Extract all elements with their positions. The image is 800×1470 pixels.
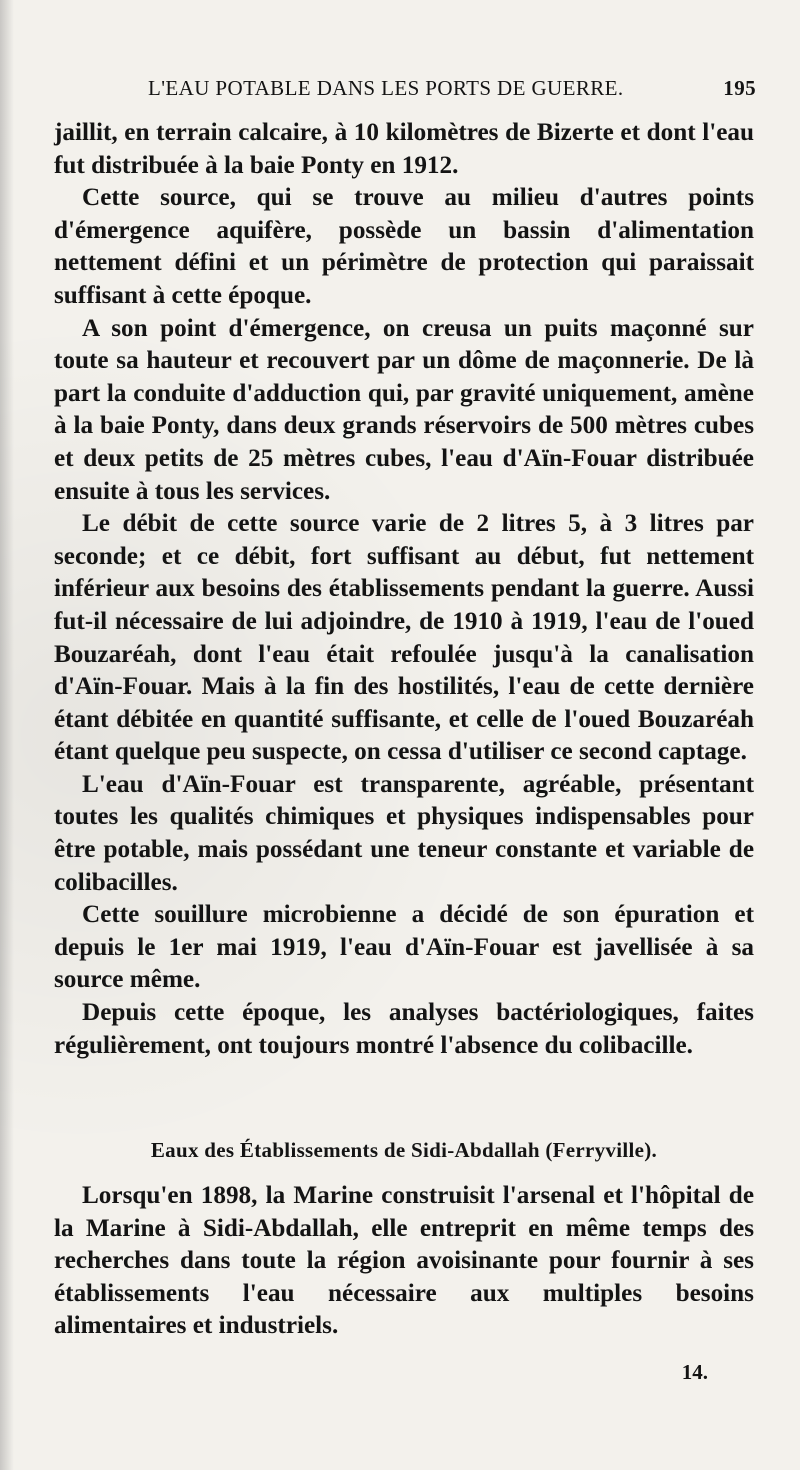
running-title: L'EAU POTABLE DANS LES PORTS DE GUERRE. — [148, 76, 624, 100]
section-heading: Eaux des Établissements de Sidi-Abdallah (Ferryville). — [150, 1138, 658, 1162]
page-number: 195 — [723, 76, 756, 100]
page-header — [118, 76, 758, 106]
paragraph-source-description: Cette source, qui se trouve au milieu d'autres points d'émergence aquifère, possède un bassin d'alimentation nettement défini et un périmètre de protection qui paraissait suffisant à cette époque. — [54, 184, 754, 309]
signature-mark: 14. — [681, 1360, 708, 1384]
paragraph-purification: Cette souillure microbienne a décidé de son épuration et depuis le 1er mai 1919, l'eau d'Aïn-Fouar est javellisée à sa source même. — [54, 901, 754, 994]
paragraph-analyses: Depuis cette époque, les analyses bactériologiques, faites régulièrement, ont toujours montré l'absence du colibacille. — [54, 999, 754, 1059]
body-text — [54, 117, 754, 1062]
section-text — [54, 1180, 754, 1343]
paragraph-flow-rate: Le débit de cette source varie de 2 litres 5, à 3 litres par seconde; et ce débit, fort suffisant au début, fut nettement inférieur aux besoins des établissements pendant la guerre. Aussi fut-il nécessaire de lui adjoindre, de 1910 à 1919, l'eau de l'oued Bouzaréah, dont l'eau était refoulée jusqu'à la canalisation d'Aïn-Fouar. Mais à la fin des hostilités, l'eau de cette dernière étant débitée en quantité suffisante, et celle de l'oued Bouzaréah étant quelque peu suspecte, on cessa d'utiliser ce second captage. — [54, 510, 754, 766]
paragraph-emergence-point: A son point d'émergence, on creusa un puits maçonné sur toute sa hauteur et recouvert par un dôme de maçonnerie. De là part la conduite d'adduction qui, par gravité uniquement, amène à la baie Ponty, dans deux grands réservoirs de 500 mètres cubes et deux petits de 25 mètres cubes, l'eau d'Aïn-Fouar distribuée ensuite à tous les services. — [54, 314, 754, 505]
page-binding-shadow — [0, 0, 14, 1470]
paragraph-continued: jaillit, en terrain calcaire, à 10 kilomètres de Bizerte et dont l'eau fut distribuée à la baie Ponty en 1912. — [54, 119, 754, 179]
paragraph-water-quality: L'eau d'Aïn-Fouar est transparente, agréable, présentant toutes les qualités chimiques et physiques indispensables pour être potable, mais possédant une teneur constante et variable de colibacilles. — [54, 770, 754, 896]
paragraph-sidi-abdallah: Lorsqu'en 1898, la Marine construisit l'arsenal et l'hôpital de la Marine à Sidi-Abdallah, elle entreprit en même temps des recherches dans toute la région avoisinante pour fournir à ses établissements l'eau nécessaire aux multiples besoins alimentaires et industriels. — [54, 1182, 754, 1340]
